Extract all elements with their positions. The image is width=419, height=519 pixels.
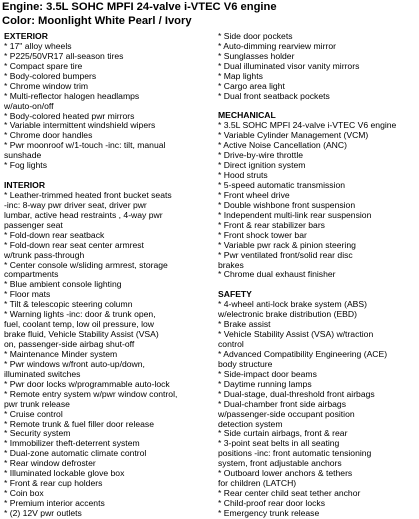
spec-line: * Vehicle Stability Assist (VSA) w/traction — [218, 329, 374, 340]
spec-line: * Chrome dual exhaust finisher — [218, 269, 336, 280]
section-title: EXTERIOR — [4, 31, 48, 41]
spec-line: * Variable Cylinder Management (VCM) — [218, 130, 369, 141]
spec-line: * Multi-reflector halogen headlamps — [4, 90, 140, 101]
spec-line: * Chrome window trim — [4, 80, 89, 91]
spec-section-interior — [4, 181, 204, 519]
spec-line: * 3.5L SOHC MPFI 24-valve i-VTEC V6 engine — [218, 120, 397, 131]
spec-line: * Variable pwr rack & pinion steering — [218, 239, 356, 250]
spec-line: * Premium interior accents — [4, 498, 105, 509]
spec-line: * Pwr windows w/front auto-up/down, — [4, 358, 145, 369]
spec-section-exterior — [4, 32, 204, 171]
spec-line: * Drive-by-wire throttle — [218, 150, 304, 161]
spec-line: * Pwr ventilated front/solid rear disc — [218, 249, 353, 260]
spec-line: for children (LATCH) — [218, 478, 297, 489]
section-title: MECHANICAL — [218, 110, 276, 121]
spec-line: * Hood struts — [218, 170, 268, 181]
spec-line: * Active Noise Cancellation (ANC) — [218, 140, 347, 151]
spec-line: * Daytime running lamps — [218, 378, 312, 389]
spec-line: * (2) 12V pwr outlets — [4, 507, 82, 518]
spec-line: control — [218, 339, 244, 350]
spec-line: * Direct ignition system — [218, 160, 306, 171]
spec-line: * Dual-chamber front side airbags — [218, 398, 347, 409]
spec-line: * Side-impact door beams — [218, 368, 317, 379]
section-title: SAFETY — [218, 289, 252, 300]
spec-line: * Side curtain airbags, front & rear — [218, 428, 348, 439]
spec-line: * Dual front seatback pockets — [218, 90, 330, 101]
spec-line: illuminated switches — [4, 368, 81, 379]
spec-line: * Tilt & telescopic steering column — [4, 299, 133, 310]
spec-line: * Outboard lower anchors & tethers — [218, 468, 353, 479]
spec-line: * Variable intermittent windshield wipers — [4, 120, 156, 131]
spec-line: * Rear center child seat tether anchor — [218, 488, 361, 499]
spec-line: * Cruise control — [4, 408, 63, 419]
spec-line: detection system — [218, 418, 283, 429]
spec-line: * Chrome door handles — [4, 130, 93, 141]
spec-line: * Compact spare tire — [4, 60, 83, 71]
engine-heading: Engine: 3.5L SOHC MPFI 24-valve i-VTEC V6 engine — [2, 1, 277, 13]
spec-line: * Body-colored bumpers — [4, 70, 97, 81]
spec-line: * Brake assist — [218, 319, 271, 330]
spec-line: on, passenger-side airbag shut-off — [4, 339, 135, 350]
spec-line: positions -inc: front automatic tensioning — [218, 448, 372, 459]
spec-line: * Floor mats — [4, 289, 51, 300]
spec-line: * 4-wheel anti-lock brake system (ABS) — [218, 299, 368, 310]
spec-line: * Pwr moonroof w/1-touch -inc: tilt, manual — [4, 140, 166, 151]
spec-line: sunshade — [4, 150, 42, 161]
spec-section-continued — [218, 32, 416, 102]
spec-line: * Dual illuminated visor vanity mirrors — [218, 60, 360, 71]
spec-line: * Maintenance Minder system — [4, 348, 118, 359]
spec-line: * Fog lights — [4, 160, 47, 171]
spec-line: * 3-point seat belts in all seating — [218, 438, 340, 449]
spec-line: * Warning lights -inc: door & trunk open, — [4, 309, 156, 320]
spec-line: * Security system — [4, 428, 71, 439]
spec-line: body structure — [218, 358, 273, 369]
spec-line: * Double wishbone front suspension — [218, 199, 356, 210]
spec-line: * Dual-stage, dual-threshold front airbags — [218, 388, 375, 399]
section-title: INTERIOR — [4, 180, 46, 191]
spec-line: * Front & rear stabilizer bars — [218, 219, 325, 230]
spec-line: w/electronic brake distribution (EBD) — [218, 309, 357, 320]
spec-line: * Illuminated lockable glove box — [4, 468, 125, 479]
spec-line: system, front adjustable anchors — [218, 458, 342, 469]
left-column — [4, 32, 204, 519]
spec-line: * Rear window defroster — [4, 458, 96, 469]
spec-line: * Coin box — [4, 488, 44, 499]
spec-line: passenger seat — [4, 219, 63, 230]
spec-line: * Emergency trunk release — [218, 507, 320, 518]
spec-line: * Side door pockets — [218, 31, 293, 41]
spec-section-safety — [218, 290, 416, 519]
color-heading: Color: Moonlight White Pearl / Ivory — [2, 15, 192, 27]
spec-line: * Advanced Compatibility Engineering (ACE) — [218, 348, 388, 359]
spec-line: * P225/50VR17 all-season tires — [4, 50, 124, 61]
spec-line: * Front wheel drive — [218, 189, 290, 200]
spec-line: lumbar, active head restraints , 4-way pwr — [4, 209, 163, 220]
spec-line: * 5-speed automatic transmission — [218, 180, 346, 191]
spec-line: brakes — [218, 259, 244, 270]
spec-line: * 17" alloy wheels — [4, 40, 72, 51]
spec-line: * Front shock tower bar — [218, 229, 307, 240]
spec-line: * Remote entry system w/pwr window control, — [4, 388, 178, 399]
spec-line: w/passenger-side occupant position — [218, 408, 355, 419]
spec-line: * Fold-down rear seat center armrest — [4, 239, 144, 250]
spec-line: * Remote trunk & fuel filler door release — [4, 418, 154, 429]
spec-line: * Immobilizer theft-deterrent system — [4, 438, 140, 449]
spec-line: -inc: 8-way pwr driver seat, driver pwr — [4, 199, 147, 210]
spec-line: * Independent multi-link rear suspension — [218, 209, 372, 220]
spec-line: * Child-proof rear door locks — [218, 498, 325, 509]
spec-line: * Dual-zone automatic climate control — [4, 448, 147, 459]
spec-line: w/auto-on/off — [4, 100, 54, 111]
spec-line: fuel, coolant temp, low oil pressure, low — [4, 319, 154, 330]
spec-line: * Body-colored heated pwr mirrors — [4, 110, 135, 121]
spec-line: * Leather-trimmed heated front bucket seats — [4, 189, 172, 200]
spec-line: * Front & rear cup holders — [4, 478, 103, 489]
spec-line: * Pwr door locks w/programmable auto-lock — [4, 378, 170, 389]
right-column — [218, 32, 416, 519]
spec-line: brake fluid, Vehicle Stability Assist (VSA) — [4, 329, 159, 340]
spec-line: * Blue ambient console lighting — [4, 279, 122, 290]
spec-line: pwr trunk release — [4, 398, 70, 409]
spec-section-mechanical — [218, 111, 416, 280]
spec-line: * Cargo area light — [218, 80, 285, 91]
spec-line: * Auto-dimming rearview mirror — [218, 40, 336, 51]
spec-line: * Map lights — [218, 70, 263, 81]
spec-line: * Sunglasses holder — [218, 50, 295, 61]
spec-line: compartments — [4, 269, 59, 280]
spec-line: w/trunk pass-through — [4, 249, 85, 260]
spec-line: * Fold-down rear seatback — [4, 229, 105, 240]
spec-line: * Center console w/sliding armrest, storage — [4, 259, 168, 270]
